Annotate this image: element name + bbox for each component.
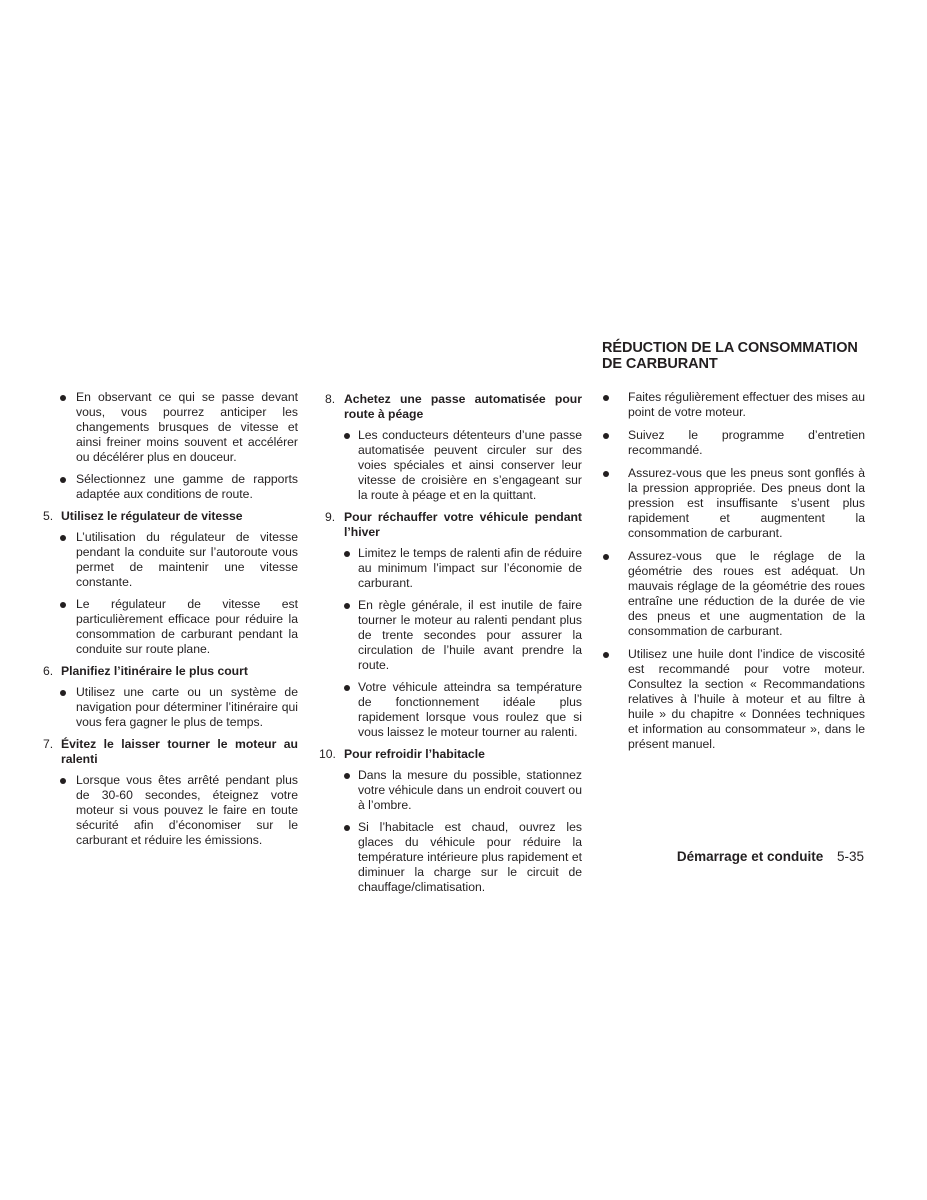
- bullet-icon: [344, 551, 350, 557]
- item-number: 8.: [325, 392, 336, 406]
- bullet-item: [318, 768, 582, 813]
- bullet-text: Suivez le programme d’entretien recommandé.: [628, 428, 865, 457]
- bullet-text: En observant ce qui se passe devant vous, vous pourrez anticiper les changements brusques de vitesse et ainsi freiner moins souvent et accélérer ou décélérer plus en douceur.: [76, 390, 298, 464]
- bullet-text: Utilisez une huile dont l’indice de viscosité est recommandé pour votre moteur. Consultez la section « Recommandations relatives à l’huile à moteur et au filtre à huile » du chapitre « Données techniques et information au consommateur », dans le présent manuel.: [628, 647, 865, 751]
- bullet-item: [318, 680, 582, 740]
- numbered-heading: [318, 510, 582, 540]
- bullet-text: Assurez-vous que le réglage de la géométrie des roues est adéquat. Un mauvais réglage de la géométrie des roues entraîne une réduction de la durée de vie des pneus et une augmentation de la consommation de carburant.: [628, 549, 865, 638]
- bullet-text: Le régulateur de vitesse est particulièrement efficace pour réduire la consommation de carburant pendant la conduite sur route plane.: [76, 597, 298, 656]
- bullet-text: L’utilisation du régulateur de vitesse pendant la conduite sur l’autoroute vous permet de maintenir une vitesse constante.: [76, 530, 298, 589]
- bullet-text: En règle générale, il est inutile de faire tourner le moteur au ralenti pendant plus de trente secondes pour assurer la circulation de l’huile avant prendre la route.: [358, 598, 582, 672]
- bullet-item: [40, 472, 298, 502]
- item-number: 10.: [319, 747, 336, 761]
- item-title: Utilisez le régulateur de vitesse: [61, 509, 243, 523]
- bullet-item: [40, 685, 298, 730]
- bullet-icon: [603, 471, 609, 477]
- numbered-heading: [40, 509, 298, 524]
- bullet-text: Assurez-vous que les pneus sont gonflés à la pression appropriée. Des pneus dont la pression est insuffisante s’usent plus rapidement et augmentent la consommation de carburant.: [628, 466, 865, 540]
- bullet-icon: [344, 603, 350, 609]
- column-right: [602, 390, 865, 760]
- numbered-heading: [40, 664, 298, 679]
- item-number: 7.: [43, 737, 54, 751]
- bullet-item: [602, 549, 865, 639]
- bullet-item: [40, 597, 298, 657]
- item-title: Achetez une passe automatisée pour route à péage: [344, 392, 582, 421]
- bullet-icon: [60, 477, 66, 483]
- item-title: Pour réchauffer votre véhicule pendant l’hiver: [344, 510, 582, 539]
- bullet-icon: [344, 685, 350, 691]
- item-title: Planifiez l’itinéraire le plus court: [61, 664, 248, 678]
- page-footer: [560, 849, 864, 864]
- bullet-item: [318, 820, 582, 895]
- numbered-heading: [318, 392, 582, 422]
- bullet-icon: [344, 773, 350, 779]
- bullet-text: Lorsque vous êtes arrêté pendant plus de 30-60 secondes, éteignez votre moteur si vous pouvez le faire en toute sécurité afin d’économiser sur le carburant et réduire les émissions.: [76, 773, 298, 847]
- bullet-text: Sélectionnez une gamme de rapports adaptée aux conditions de route.: [76, 472, 298, 501]
- bullet-icon: [60, 690, 66, 696]
- column-left: [40, 390, 298, 855]
- bullet-item: [602, 390, 865, 420]
- bullet-text: Utilisez une carte ou un système de navigation pour déterminer l’itinéraire qui vous fera gagner le plus de temps.: [76, 685, 298, 729]
- bullet-item: [40, 390, 298, 465]
- bullet-item: [40, 530, 298, 590]
- bullet-text: Votre véhicule atteindra sa température de fonctionnement idéale plus rapidement lorsque vous roulez que si vous laissez le moteur tourner au ralenti.: [358, 680, 582, 739]
- bullet-item: [318, 428, 582, 503]
- bullet-icon: [603, 554, 609, 560]
- numbered-heading: [40, 737, 298, 767]
- bullet-text: Dans la mesure du possible, stationnez votre véhicule dans un endroit couvert ou à l’ombre.: [358, 768, 582, 812]
- bullet-item: [602, 466, 865, 541]
- bullet-icon: [603, 395, 609, 401]
- page-number: 5-35: [836, 849, 864, 864]
- bullet-icon: [603, 652, 609, 658]
- bullet-text: Les conducteurs détenteurs d’une passe automatisée peuvent circuler sur des voies spéciales et ainsi conserver leur vitesse de croisière en s’engageant sur la route à péage et en la quittant.: [358, 428, 582, 502]
- item-number: 5.: [43, 509, 54, 523]
- item-number: 6.: [43, 664, 54, 678]
- bullet-icon: [344, 433, 350, 439]
- bullet-icon: [603, 433, 609, 439]
- bullet-icon: [344, 825, 350, 831]
- item-title: Pour refroidir l’habitacle: [344, 747, 485, 761]
- section-heading-line2: DE CARBURANT: [602, 356, 718, 372]
- bullet-item: [40, 773, 298, 848]
- chapter-title: Démarrage et conduite: [676, 849, 824, 864]
- bullet-text: Faites régulièrement effectuer des mises au point de votre moteur.: [628, 390, 865, 419]
- numbered-heading: [318, 747, 582, 762]
- item-title: Évitez le laisser tourner le moteur au ralenti: [61, 737, 298, 766]
- bullet-icon: [60, 602, 66, 608]
- bullet-icon: [60, 778, 66, 784]
- bullet-icon: [60, 535, 66, 541]
- bullet-item: [318, 546, 582, 591]
- bullet-item: [602, 428, 865, 458]
- bullet-item: [602, 647, 865, 752]
- section-heading-line1: RÉDUCTION DE LA CONSOMMATION: [602, 340, 858, 356]
- bullet-text: Limitez le temps de ralenti afin de réduire au minimum l’impact sur l’économie de carburant.: [358, 546, 582, 590]
- section-heading: [602, 340, 872, 372]
- bullet-icon: [60, 395, 66, 401]
- item-number: 9.: [325, 510, 336, 524]
- bullet-text: Si l’habitacle est chaud, ouvrez les glaces du véhicule pour réduire la température intérieure plus rapidement et diminuer la charge sur le circuit de chauffage/climatisation.: [358, 820, 582, 894]
- column-middle: [318, 390, 582, 902]
- bullet-item: [318, 598, 582, 673]
